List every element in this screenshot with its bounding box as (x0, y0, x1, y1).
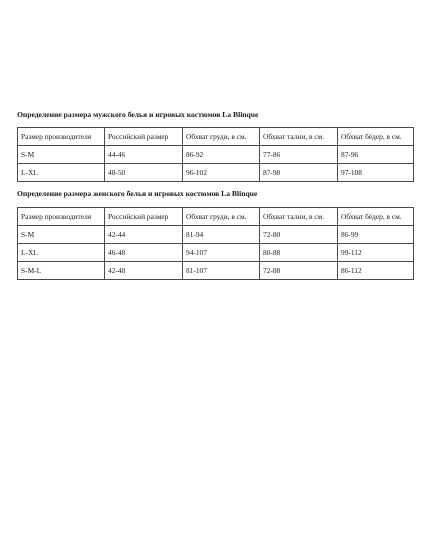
table-cell: 81-107 (183, 262, 260, 280)
women-size-table-title: Определение размера женского белья и игровых костюмов La Blinque (17, 189, 258, 198)
table-cell: 87-98 (260, 164, 338, 182)
table-cell: L-XL (18, 244, 105, 262)
table-cell: 87-96 (338, 146, 414, 164)
table-row (18, 146, 414, 164)
table-cell: 86-112 (338, 262, 414, 280)
header-cell: Размер производителя (18, 128, 105, 146)
table-header-row (18, 208, 414, 226)
table-row (18, 226, 414, 244)
table-cell: 48-50 (105, 164, 183, 182)
table-cell: 99-112 (338, 244, 414, 262)
header-cell: Обхват груди, в см. (183, 208, 260, 226)
table-cell: 81-94 (183, 226, 260, 244)
header-cell: Обхват бёдер, в см. (338, 208, 414, 226)
table-cell: S-M-L (18, 262, 105, 280)
header-cell: Обхват груди, в см. (183, 128, 260, 146)
table-cell: 86-92 (183, 146, 260, 164)
table-cell: S-M (18, 146, 105, 164)
table-cell: 86-99 (338, 226, 414, 244)
table-cell: 44-46 (105, 146, 183, 164)
table-cell: S-M (18, 226, 105, 244)
men-size-table-title: Определение размера мужского белья и игровых костюмов La Blinque (17, 110, 259, 119)
table-cell: L-XL (18, 164, 105, 182)
table-header-row (18, 128, 414, 146)
header-cell: Обхват талии, в см. (260, 128, 338, 146)
table-row (18, 244, 414, 262)
table-cell: 94-107 (183, 244, 260, 262)
header-cell: Обхват талии, в см. (260, 208, 338, 226)
table-cell: 72-88 (260, 262, 338, 280)
table-row (18, 164, 414, 182)
table-cell: 42-44 (105, 226, 183, 244)
table-cell: 46-48 (105, 244, 183, 262)
table-cell: 96-102 (183, 164, 260, 182)
table-cell: 97-108 (338, 164, 414, 182)
women-size-table (17, 207, 414, 280)
header-cell: Российский размер (105, 128, 183, 146)
table-row (18, 262, 414, 280)
table-cell: 77-86 (260, 146, 338, 164)
table-cell: 42-48 (105, 262, 183, 280)
men-size-table (17, 127, 414, 182)
header-cell: Размер производителя (18, 208, 105, 226)
header-cell: Российский размер (105, 208, 183, 226)
header-cell: Обхват бёдер, в см. (338, 128, 414, 146)
table-cell: 80-88 (260, 244, 338, 262)
table-cell: 72-80 (260, 226, 338, 244)
